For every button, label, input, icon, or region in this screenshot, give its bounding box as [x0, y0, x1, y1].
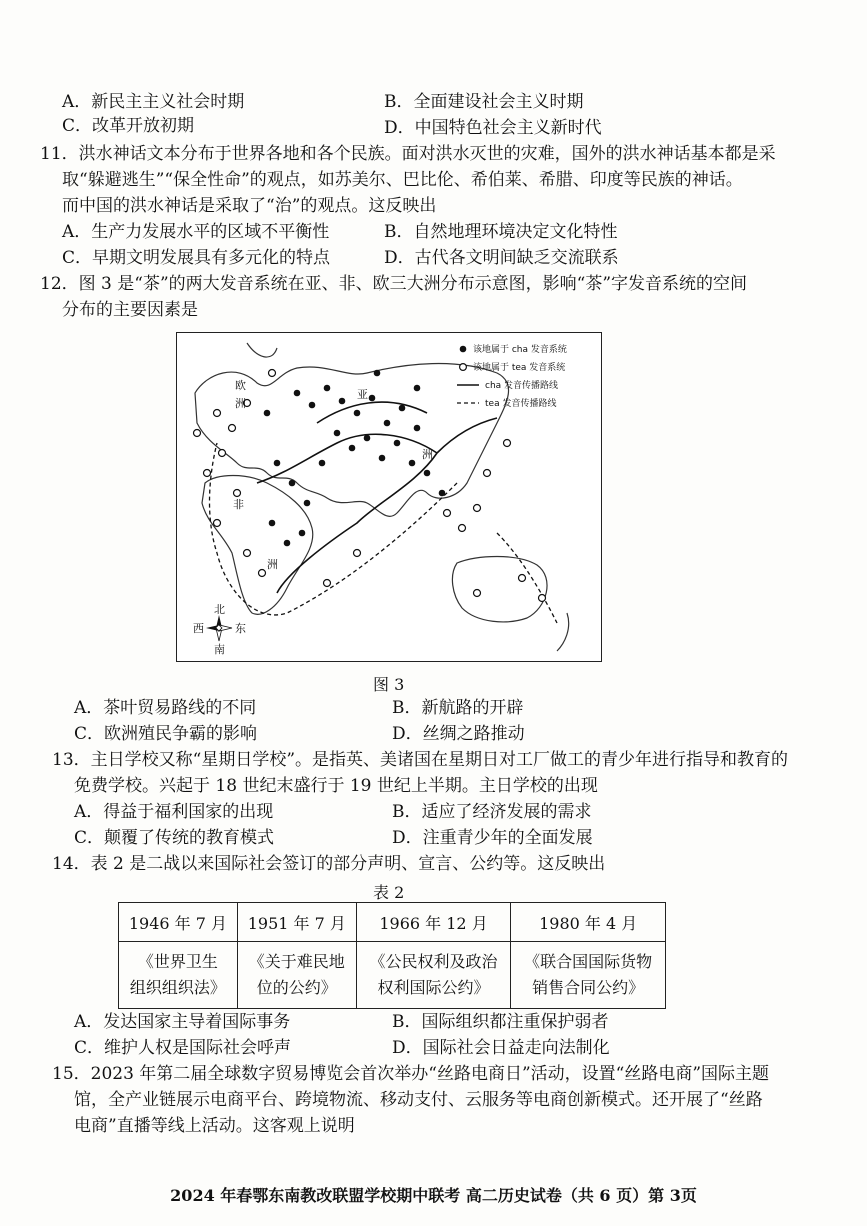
label-ou: 欧	[235, 379, 246, 392]
q10-option-c: C．改革开放初期	[62, 116, 195, 136]
australia-outline	[452, 557, 547, 622]
label-ya: 亚	[357, 388, 368, 401]
table-header: 1966 年 12 月	[356, 903, 511, 942]
figure-caption: 图 3	[373, 675, 405, 694]
legend-tea: 该地属于 tea 发音系统	[473, 363, 566, 373]
tea-route-cape	[210, 443, 458, 615]
cell-line: 《联合国国际货物	[524, 952, 653, 971]
compass-icon	[193, 603, 246, 656]
map-svg	[177, 333, 601, 661]
cha-route-silk	[317, 402, 427, 423]
cha-route-land-west	[257, 434, 437, 483]
q10-option-a: A．新民主主义社会时期	[62, 92, 245, 112]
q12-option-c: C．欧洲殖民争霸的影响	[74, 724, 258, 744]
table-cell	[511, 942, 666, 1009]
table-2	[118, 902, 666, 1009]
q11-option-b: B．自然地理环境决定文化特性	[384, 222, 618, 242]
q13-option-b: B．适应了经济发展的需求	[392, 802, 592, 822]
q13-stem-line1: 13．主日学校又称“星期日学校”。是指英、美诸国在星期日对工厂做工的青少年进行指导和教育的	[52, 750, 789, 770]
table-header: 1980 年 4 月	[511, 903, 666, 942]
table-header: 1951 年 7 月	[237, 903, 356, 942]
table-cell	[119, 942, 238, 1009]
table-cell	[356, 942, 511, 1009]
q11-option-a: A．生产力发展水平的区域不平衡性	[62, 222, 330, 242]
q13-stem-line2: 免费学校。兴起于 18 世纪末盛行于 19 世纪上半期。主日学校的出现	[74, 776, 598, 796]
cell-line: 《公民权利及政治	[369, 952, 498, 971]
tea-routes	[210, 443, 558, 623]
label-zhou-europe: 洲	[235, 397, 246, 410]
q11-option-c: C．早期文明发展具有多元化的特点	[62, 248, 331, 268]
compass-east: 东	[235, 622, 246, 635]
cha-routes	[257, 402, 497, 593]
new-zealand-outline	[557, 613, 569, 651]
legend-cha-dot	[460, 346, 467, 353]
compass-south: 南	[214, 643, 225, 656]
legend-cha: 该地属于 cha 发音系统	[473, 345, 567, 355]
tea-route-oceania	[497, 533, 557, 623]
tea-pronunciation-map	[176, 332, 602, 662]
q11-stem-line2: 取“躲避逃生”“保全性命”的观点，如苏美尔、巴比伦、希伯莱、希腊、印度等民族的神话。	[62, 170, 743, 190]
q13-option-a: A．得益于福利国家的出现	[74, 802, 274, 822]
label-zhou-asia: 洲	[422, 448, 433, 461]
label-fei: 非	[233, 498, 244, 511]
table-cell	[237, 942, 356, 1009]
q15-stem-line1: 15．2023 年第二届全球数字贸易博览会首次举办“丝路电商日”活动，设置“丝路电商”国际主题	[52, 1064, 770, 1084]
compass-west: 西	[193, 622, 204, 635]
q15-stem-line3: 电商”直播等线上活动。这客观上说明	[74, 1116, 355, 1136]
compass-north: 北	[214, 603, 225, 616]
cell-line: 《关于难民地	[248, 952, 345, 971]
q14-option-d: D．国际社会日益走向法制化	[392, 1038, 610, 1058]
cha-route-north	[437, 418, 497, 453]
page-footer: 2024 年春鄂东南教改联盟学校期中联考 高二历史试卷（共 6 页）第 3页	[170, 1186, 697, 1205]
q14-stem-line1: 14．表 2 是二战以来国际社会签订的部分声明、宣言、公约等。这反映出	[52, 854, 606, 874]
q10-option-b: B．全面建设社会主义时期	[384, 92, 584, 112]
q10-option-d: D．中国特色社会主义新时代	[384, 118, 602, 138]
table-caption: 表 2	[373, 883, 405, 902]
africa-outline	[202, 476, 313, 615]
cell-line: 销售合同公约》	[532, 978, 645, 997]
table-header: 1946 年 7 月	[119, 903, 238, 942]
scandinavia-outline	[247, 343, 277, 357]
q15-stem-line2: 馆，全产业链展示电商平台、跨境物流、移动支付、云服务等电商创新模式。还开展了“丝路	[74, 1090, 763, 1110]
cell-line: 位的公约》	[256, 978, 337, 997]
q13-option-c: C．颠覆了传统的教育模式	[74, 828, 275, 848]
cell-line: 组织组织法》	[129, 978, 226, 997]
cha-dots	[264, 370, 446, 547]
q14-option-a: A．发达国家主导着国际事务	[74, 1012, 291, 1032]
q11-option-d: D．古代各文明间缺乏交流联系	[384, 248, 619, 268]
legend-cha-route: cha 发音传播路线	[485, 381, 559, 391]
q12-option-a: A．茶叶贸易路线的不同	[74, 698, 257, 718]
q11-stem-line1: 11．洪水神话文本分布于世界各地和各个民族。面对洪水灭世的灾难，国外的洪水神话基本都是采	[40, 144, 776, 164]
legend-tea-dot	[460, 364, 467, 371]
q14-option-c: C．维护人权是国际社会呼声	[74, 1038, 292, 1058]
q13-option-d: D．注重青少年的全面发展	[392, 828, 593, 848]
q12-option-b: B．新航路的开辟	[392, 698, 524, 718]
legend-tea-route: tea 发音传播路线	[485, 399, 557, 409]
cell-line: 《世界卫生	[137, 952, 218, 971]
q11-stem-line3: 而中国的洪水神话是采取了“治”的观点。这反映出	[62, 196, 437, 216]
table-row	[119, 942, 666, 1009]
label-zhou-africa: 洲	[267, 558, 278, 571]
map-legend	[457, 343, 567, 409]
table-header-row	[119, 903, 666, 942]
q14-option-b: B．国际组织都注重保护弱者	[392, 1012, 609, 1032]
cell-line: 权利国际公约》	[377, 978, 490, 997]
q12-stem-line1: 12．图 3 是“茶”的两大发音系统在亚、非、欧三大洲分布示意图，影响“茶”字发音系统的空间	[40, 274, 748, 294]
q12-stem-line2: 分布的主要因素是	[62, 300, 198, 320]
cha-route-sea-africa	[277, 453, 437, 593]
q12-option-d: D．丝绸之路推动	[392, 724, 525, 744]
